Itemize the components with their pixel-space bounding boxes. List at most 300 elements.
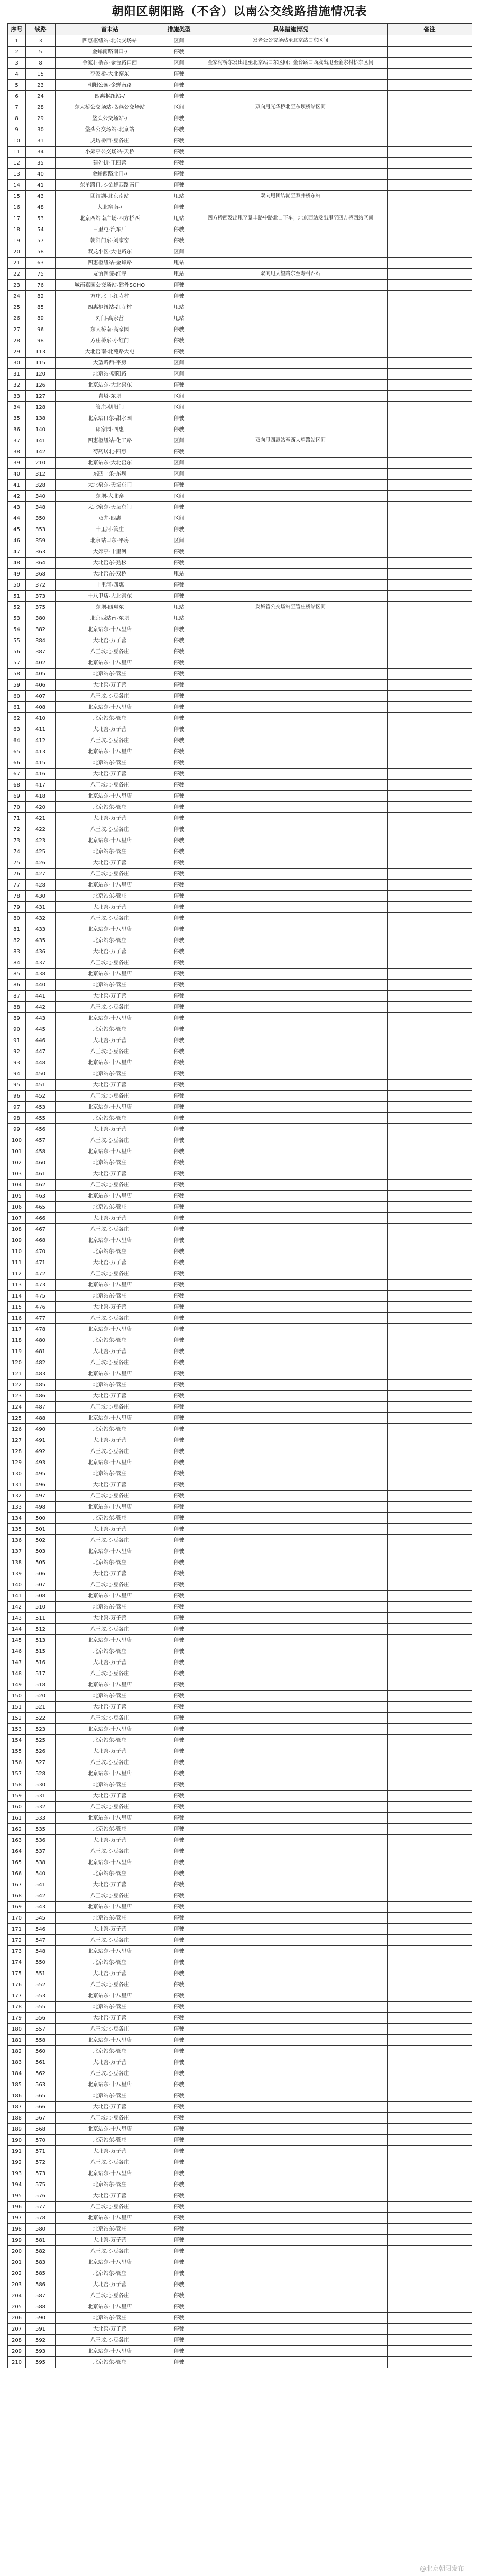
line-terminals: 八王坟北-豆各庄 (56, 1135, 164, 1146)
table-row (8, 1380, 472, 1391)
measure-detail: 四方桥西发出甩至景丰路中路北口下车；北京西站发出甩至四方桥西站区间 (194, 213, 388, 224)
table-row (8, 2090, 472, 2102)
line-number: 540 (26, 1868, 56, 1879)
table-row (8, 413, 472, 424)
line-number: 340 (26, 491, 56, 502)
row-index: 71 (8, 813, 26, 824)
table-row (8, 402, 472, 413)
line-terminals: 北京站东-十八里店 (56, 2035, 164, 2046)
line-terminals: 北京站东-管庄 (56, 2002, 164, 2013)
header-terminals: 首末站 (56, 24, 164, 35)
row-index: 188 (8, 2113, 26, 2124)
remarks (388, 2301, 472, 2313)
line-number: 571 (26, 2146, 56, 2157)
remarks (388, 1357, 472, 1368)
remarks (388, 1646, 472, 1657)
line-number: 127 (26, 391, 56, 402)
measure-type: 停驶 (164, 2102, 194, 2113)
measure-type: 停驶 (164, 2357, 194, 2368)
table-row (8, 1435, 472, 1446)
table-row (8, 2135, 472, 2146)
measure-detail (194, 835, 388, 846)
measure-detail (194, 2301, 388, 2313)
line-terminals: 大北窑-万子营 (56, 902, 164, 913)
measure-detail (194, 1924, 388, 1935)
measure-detail (194, 657, 388, 669)
row-index: 59 (8, 680, 26, 691)
table-row (8, 757, 472, 769)
line-terminals: 北京站东-十八里店 (56, 1813, 164, 1824)
line-terminals: 北京站东-管庄 (56, 1157, 164, 1168)
table-row (8, 957, 472, 969)
table-row (8, 1402, 472, 1413)
line-terminals: 北京站东-管庄 (56, 1024, 164, 1035)
measure-detail: 双向甩四惠站至西大望路站区间 (194, 435, 388, 446)
line-number: 506 (26, 1568, 56, 1579)
line-number: 500 (26, 1513, 56, 1524)
measure-detail (194, 1257, 388, 1268)
measure-detail (194, 502, 388, 513)
line-number: 40 (26, 169, 56, 180)
remarks (388, 1546, 472, 1557)
line-number: 98 (26, 335, 56, 346)
line-number: 490 (26, 1424, 56, 1435)
line-number: 432 (26, 913, 56, 924)
measure-detail (194, 1757, 388, 1768)
measure-type: 停驶 (164, 1757, 194, 1768)
measure-detail (194, 757, 388, 769)
measure-detail (194, 2279, 388, 2290)
row-index: 31 (8, 369, 26, 380)
line-number: 466 (26, 1213, 56, 1224)
line-terminals: 大北窑-万子营 (56, 1302, 164, 1313)
remarks (388, 591, 472, 602)
row-index: 23 (8, 280, 26, 291)
measure-detail (194, 946, 388, 957)
row-index: 96 (8, 1091, 26, 1102)
remarks (388, 2279, 472, 2290)
line-terminals: 北京站东-十八里店 (56, 657, 164, 669)
table-row (8, 1724, 472, 1735)
measure-type: 停驶 (164, 2068, 194, 2079)
measure-type: 区间 (164, 402, 194, 413)
line-terminals: 北京站东-十八里店 (56, 1013, 164, 1024)
table-row (8, 1491, 472, 1502)
line-terminals: 大北窑-万子营 (56, 2057, 164, 2068)
line-number: 465 (26, 1202, 56, 1213)
remarks (388, 2213, 472, 2224)
row-index: 193 (8, 2168, 26, 2179)
row-index: 110 (8, 1246, 26, 1257)
measure-type: 甩站 (164, 569, 194, 580)
remarks (388, 2235, 472, 2246)
row-index: 69 (8, 791, 26, 802)
remarks (388, 824, 472, 835)
line-number: 537 (26, 1846, 56, 1857)
measure-type: 甩站 (164, 602, 194, 613)
line-number: 477 (26, 1313, 56, 1324)
line-number: 426 (26, 857, 56, 869)
remarks (388, 1235, 472, 1246)
row-index: 97 (8, 1102, 26, 1113)
row-index: 209 (8, 2346, 26, 2357)
line-terminals: 八王坟北-豆各庄 (56, 1402, 164, 1413)
table-row (8, 1224, 472, 1235)
table-row (8, 1557, 472, 1568)
line-number: 43 (26, 191, 56, 202)
measure-type: 停驶 (164, 1035, 194, 1046)
measure-detail (194, 1913, 388, 1924)
measure-detail (194, 1380, 388, 1391)
measure-type: 停驶 (164, 113, 194, 124)
measure-detail (194, 2002, 388, 2013)
measure-type: 停驶 (164, 1824, 194, 1835)
row-index: 63 (8, 724, 26, 735)
measure-type: 停驶 (164, 824, 194, 835)
measure-type: 停驶 (164, 1713, 194, 1724)
line-terminals: 北京站东-十八里店 (56, 1990, 164, 2002)
row-index: 57 (8, 657, 26, 669)
measure-type: 停驶 (164, 1635, 194, 1646)
measure-detail (194, 546, 388, 558)
measure-detail (194, 491, 388, 502)
table-row (8, 1180, 472, 1191)
measure-type: 停驶 (164, 702, 194, 713)
remarks (388, 135, 472, 147)
line-number: 89 (26, 313, 56, 324)
row-index: 88 (8, 1002, 26, 1013)
remarks (388, 935, 472, 946)
row-index: 151 (8, 1702, 26, 1713)
measure-type: 停驶 (164, 802, 194, 813)
line-number: 593 (26, 2346, 56, 2357)
measure-detail (194, 2346, 388, 2357)
table-row (8, 246, 472, 258)
measure-detail (194, 924, 388, 935)
line-terminals: 十里河-管庄 (56, 524, 164, 535)
measure-detail (194, 1468, 388, 1479)
remarks (388, 80, 472, 91)
measure-detail (194, 2013, 388, 2024)
remarks (388, 1035, 472, 1046)
line-terminals: 八王坟北-豆各庄 (56, 691, 164, 702)
line-terminals: 八王坟北-豆各庄 (56, 2068, 164, 2079)
line-number: 535 (26, 1824, 56, 1835)
line-number: 513 (26, 1635, 56, 1646)
line-number: 478 (26, 1324, 56, 1335)
line-number: 421 (26, 813, 56, 824)
line-terminals: 友谊医院-红寺 (56, 269, 164, 280)
measure-detail (194, 1746, 388, 1757)
measure-detail (194, 2124, 388, 2135)
measure-detail (194, 224, 388, 235)
line-terminals: 四惠枢纽站-金蝉路 (56, 258, 164, 269)
line-terminals: 大北窑-万子营 (56, 1080, 164, 1091)
line-number: 572 (26, 2157, 56, 2168)
remarks (388, 435, 472, 446)
measure-type: 停驶 (164, 2124, 194, 2135)
line-terminals: 大北窑-万子营 (56, 1702, 164, 1713)
line-number: 532 (26, 1802, 56, 1813)
line-terminals: 大北窑-万子营 (56, 991, 164, 1002)
remarks (388, 1613, 472, 1624)
line-terminals: 八王坟北-豆各庄 (56, 1979, 164, 1990)
measure-detail (194, 2057, 388, 2068)
line-terminals: 北京站东-十八里店 (56, 1857, 164, 1868)
line-terminals: 虎坊桥西-豆各庄 (56, 135, 164, 147)
measure-type: 停驶 (164, 1235, 194, 1246)
remarks (388, 2013, 472, 2024)
line-terminals: 大北窑东-天坛东门 (56, 502, 164, 513)
measure-type: 停驶 (164, 1346, 194, 1357)
measure-type: 停驶 (164, 413, 194, 424)
row-index: 35 (8, 413, 26, 424)
line-terminals: 东四十条-东坝 (56, 469, 164, 480)
row-index: 146 (8, 1646, 26, 1657)
row-index: 108 (8, 1224, 26, 1235)
line-terminals: 北京站东-十八里店 (56, 969, 164, 980)
measure-detail (194, 1535, 388, 1546)
measure-type: 停驶 (164, 813, 194, 824)
measure-type: 停驶 (164, 1046, 194, 1057)
table-row (8, 2257, 472, 2268)
measure-detail (194, 957, 388, 969)
measure-type: 停驶 (164, 1013, 194, 1024)
remarks (388, 2224, 472, 2235)
measure-type: 停驶 (164, 291, 194, 302)
line-terminals: 北京站东-大北窑东 (56, 458, 164, 469)
measure-detail (194, 169, 388, 180)
row-index: 22 (8, 269, 26, 280)
measure-type: 停驶 (164, 69, 194, 80)
measure-type: 停驶 (164, 1868, 194, 1879)
measure-type: 停驶 (164, 1546, 194, 1557)
row-index: 43 (8, 502, 26, 513)
measure-detail (194, 1213, 388, 1224)
remarks (388, 902, 472, 913)
row-index: 157 (8, 1768, 26, 1779)
remarks (388, 1280, 472, 1291)
measure-detail (194, 2324, 388, 2335)
line-terminals: 北京站东-管庄 (56, 2268, 164, 2279)
measure-detail (194, 2190, 388, 2202)
remarks (388, 569, 472, 580)
row-index: 170 (8, 1913, 26, 1924)
table-row (8, 1668, 472, 1679)
measure-type: 停驶 (164, 1679, 194, 1691)
row-index: 152 (8, 1713, 26, 1724)
row-index: 16 (8, 202, 26, 213)
remarks (388, 1124, 472, 1135)
measure-type: 停驶 (164, 2157, 194, 2168)
measure-type: 停驶 (164, 2046, 194, 2057)
measure-type: 停驶 (164, 1391, 194, 1402)
measure-type: 停驶 (164, 1668, 194, 1679)
measure-type: 停驶 (164, 1468, 194, 1479)
table-header-row (8, 24, 472, 35)
line-number: 435 (26, 935, 56, 946)
measure-type: 停驶 (164, 502, 194, 513)
row-index: 82 (8, 935, 26, 946)
line-number: 425 (26, 846, 56, 857)
measure-detail (194, 869, 388, 880)
measure-detail (194, 2079, 388, 2090)
remarks (388, 1879, 472, 1890)
line-terminals: 十八里店-大北窑东 (56, 591, 164, 602)
line-terminals: 大北窑-万子营 (56, 724, 164, 735)
row-index: 40 (8, 469, 26, 480)
measure-type: 停驶 (164, 1791, 194, 1802)
row-index: 204 (8, 2290, 26, 2301)
table-row (8, 691, 472, 702)
measure-detail (194, 47, 388, 58)
measure-type: 停驶 (164, 757, 194, 769)
line-terminals: 北京站东-十八里店 (56, 702, 164, 713)
measure-detail (194, 613, 388, 624)
measure-type: 停驶 (164, 1213, 194, 1224)
row-index: 106 (8, 1202, 26, 1213)
line-number: 57 (26, 235, 56, 246)
measure-type: 区间 (164, 435, 194, 446)
measure-type: 停驶 (164, 1524, 194, 1535)
remarks (388, 1846, 472, 1857)
line-number: 63 (26, 258, 56, 269)
measure-type: 停驶 (164, 2079, 194, 2090)
measure-type: 停驶 (164, 80, 194, 91)
remarks (388, 2068, 472, 2079)
measure-type: 停驶 (164, 1202, 194, 1213)
table-row (8, 424, 472, 435)
line-terminals: 八王坟北-豆各庄 (56, 1757, 164, 1768)
measure-detail (194, 1791, 388, 1802)
row-index: 190 (8, 2135, 26, 2146)
table-row (8, 824, 472, 835)
remarks (388, 458, 472, 469)
remarks (388, 1946, 472, 1957)
remarks (388, 1246, 472, 1257)
row-index: 104 (8, 1180, 26, 1191)
line-number: 460 (26, 1157, 56, 1168)
line-number: 557 (26, 2024, 56, 2035)
measure-detail (194, 2213, 388, 2224)
remarks (388, 880, 472, 891)
measure-type: 停驶 (164, 1435, 194, 1446)
row-index: 80 (8, 913, 26, 924)
measure-detail (194, 180, 388, 191)
table-row (8, 2190, 472, 2202)
line-terminals: 大北窑-万子营 (56, 813, 164, 824)
table-row (8, 1802, 472, 1813)
line-number: 480 (26, 1335, 56, 1346)
measure-type: 停驶 (164, 2090, 194, 2102)
table-row (8, 1702, 472, 1713)
remarks (388, 1257, 472, 1268)
line-number: 551 (26, 1968, 56, 1979)
remarks (388, 180, 472, 191)
measure-detail: 双向甩团结湖至双井桥东站 (194, 191, 388, 202)
table-row (8, 335, 472, 346)
row-index: 131 (8, 1479, 26, 1491)
remarks (388, 580, 472, 591)
remarks (388, 735, 472, 746)
row-index: 142 (8, 1602, 26, 1613)
table-row (8, 2046, 472, 2057)
measure-detail (194, 1335, 388, 1346)
table-row (8, 1591, 472, 1602)
table-row (8, 213, 472, 224)
table-row (8, 624, 472, 635)
table-row (8, 2290, 472, 2301)
remarks (388, 1602, 472, 1613)
line-terminals: 八王坟北-豆各庄 (56, 735, 164, 746)
table-row (8, 1868, 472, 1879)
row-index: 42 (8, 491, 26, 502)
line-terminals: 北京站东-管庄 (56, 1202, 164, 1213)
measure-type: 甩站 (164, 269, 194, 280)
line-number: 410 (26, 713, 56, 724)
line-number: 3 (26, 35, 56, 47)
measure-type: 停驶 (164, 1180, 194, 1191)
line-terminals: 八王坟北-豆各庄 (56, 1890, 164, 1902)
line-number: 30 (26, 124, 56, 135)
line-number: 427 (26, 869, 56, 880)
measure-type: 停驶 (164, 280, 194, 291)
row-index: 166 (8, 1868, 26, 1879)
line-number: 433 (26, 924, 56, 935)
table-row (8, 35, 472, 47)
row-index: 98 (8, 1113, 26, 1124)
row-index: 77 (8, 880, 26, 891)
line-terminals: 八王坟北-豆各庄 (56, 1535, 164, 1546)
line-terminals: 北京站东-管庄 (56, 713, 164, 724)
line-number: 417 (26, 780, 56, 791)
table-row (8, 1735, 472, 1746)
line-number: 412 (26, 735, 56, 746)
row-index: 194 (8, 2179, 26, 2190)
measure-type: 停驶 (164, 1768, 194, 1779)
measure-type: 停驶 (164, 2246, 194, 2257)
measure-type: 停驶 (164, 1691, 194, 1702)
line-number: 446 (26, 1035, 56, 1046)
line-number: 538 (26, 1857, 56, 1868)
remarks (388, 113, 472, 124)
row-index: 37 (8, 435, 26, 446)
table-row (8, 391, 472, 402)
measure-type: 停驶 (164, 1357, 194, 1368)
row-index: 124 (8, 1402, 26, 1413)
table-row (8, 791, 472, 802)
measure-detail (194, 824, 388, 835)
measure-detail (194, 1168, 388, 1180)
measure-type: 停驶 (164, 480, 194, 491)
line-terminals: 北京站东-十八里店 (56, 2124, 164, 2135)
measure-detail (194, 1002, 388, 1013)
line-number: 359 (26, 535, 56, 546)
measure-detail (194, 446, 388, 458)
line-terminals: 方庄桥东-小红门 (56, 335, 164, 346)
measure-type: 区间 (164, 491, 194, 502)
line-terminals: 方庄北口-红寺村 (56, 291, 164, 302)
table-row (8, 2168, 472, 2179)
line-number: 472 (26, 1268, 56, 1280)
table-row (8, 1679, 472, 1691)
table-row (8, 946, 472, 957)
remarks (388, 35, 472, 47)
line-number: 468 (26, 1235, 56, 1246)
measure-detail (194, 591, 388, 602)
table-row (8, 2346, 472, 2357)
row-index: 199 (8, 2235, 26, 2246)
